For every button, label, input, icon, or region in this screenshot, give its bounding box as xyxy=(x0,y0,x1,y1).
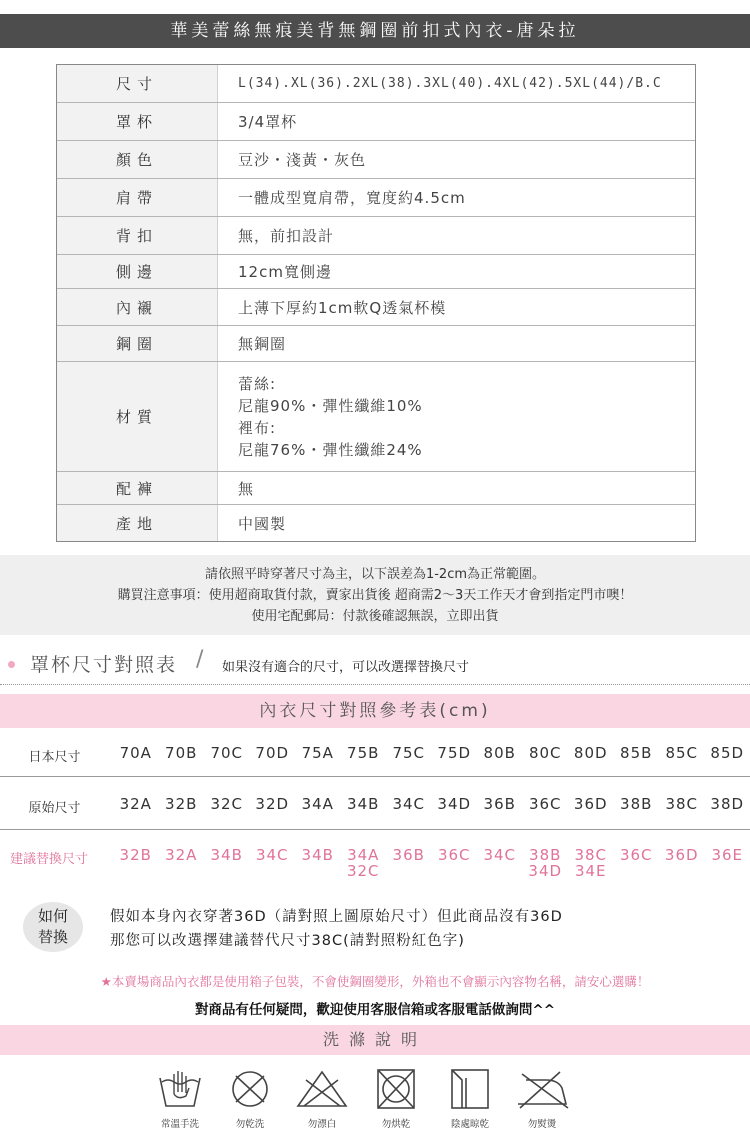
spec-label: 產地 xyxy=(57,505,217,541)
spec-label: 罩杯 xyxy=(57,103,217,140)
size-cell: 85C xyxy=(665,744,699,762)
spec-row-material xyxy=(57,362,695,472)
spec-table xyxy=(56,64,696,542)
size-row-original xyxy=(0,795,750,816)
divider xyxy=(0,829,750,830)
size-cells xyxy=(109,795,750,813)
size-cell: 70A xyxy=(119,744,152,762)
size-cell: 75B xyxy=(347,744,380,762)
badge-line: 替換 xyxy=(37,928,68,946)
size-cell: 34B xyxy=(347,795,380,813)
spec-value: 豆沙・淺黃・灰色 xyxy=(217,141,695,178)
spec-label: 顏色 xyxy=(57,141,217,178)
size-row-alternative xyxy=(0,846,750,878)
wash-caption: 常溫手洗 xyxy=(160,1119,199,1130)
spec-value: 無，前扣設計 xyxy=(217,217,695,254)
spec-row-side xyxy=(57,255,695,289)
size-cell: 80C xyxy=(528,744,562,762)
wash-item xyxy=(512,1068,572,1130)
size-cell: 32A xyxy=(165,846,198,864)
spec-value-material xyxy=(217,362,695,471)
spec-row-cup xyxy=(57,103,695,141)
wash-caption: 勿乾洗 xyxy=(235,1119,265,1130)
size-cell: 36E xyxy=(711,846,744,864)
spec-label: 背扣 xyxy=(57,217,217,254)
spec-label: 配褲 xyxy=(57,472,217,504)
size-cell: 34A xyxy=(301,795,334,813)
notice-line: 購買注意事項：使用超商取貨付款，賣家出貨後 超商需2～3天工作天才會到指定門市噢！ xyxy=(117,588,633,603)
size-cell: 38C 34E xyxy=(574,846,608,880)
wash-caption: 陰處晾乾 xyxy=(450,1119,489,1130)
spec-label: 鋼圈 xyxy=(57,326,217,361)
spec-value: 12cm寬側邊 xyxy=(217,255,695,288)
size-cell: 32C xyxy=(210,795,244,813)
row-label: 原始尺寸 xyxy=(28,801,81,816)
no-iron-icon xyxy=(512,1068,572,1110)
size-cell: 34C xyxy=(255,846,289,864)
washing-instructions-banner: 洗滌說明 xyxy=(0,1025,750,1055)
wash-item xyxy=(440,1068,500,1130)
size-cell: 36C xyxy=(528,795,562,813)
size-cell: 70B xyxy=(165,744,198,762)
spec-row-strap xyxy=(57,179,695,217)
section-divider: / xyxy=(196,647,204,672)
shade-dry-icon xyxy=(446,1068,494,1110)
size-cell: 34A 32C xyxy=(346,846,380,880)
spec-row-color xyxy=(57,141,695,179)
spec-value: 無 xyxy=(217,472,695,504)
spec-value: 一體成型寬肩帶，寬度約4.5cm xyxy=(217,179,695,216)
divider xyxy=(0,776,750,777)
spec-label: 材質 xyxy=(57,362,217,471)
size-cell: 75A xyxy=(301,744,334,762)
size-cell: 38C xyxy=(665,795,699,813)
hand-wash-icon xyxy=(156,1068,204,1110)
spec-value: 3/4罩杯 xyxy=(217,103,695,140)
packaging-warning: ★本賣場商品內衣都是使用箱子包裝，不會使鋼圈變形，外箱也不會顯示內容物名稱，請安心選購！ xyxy=(100,974,650,989)
spec-row-pants xyxy=(57,472,695,505)
no-bleach-icon xyxy=(294,1068,350,1110)
size-cell: 38B 34D xyxy=(528,846,563,880)
size-cell: 36C xyxy=(437,846,471,864)
material-line: 尼龍90%・彈性纖維10% xyxy=(238,396,423,415)
no-machine-dry-icon xyxy=(372,1068,420,1110)
spec-value: 中國製 xyxy=(217,505,695,541)
spec-label: 肩帶 xyxy=(57,179,217,216)
spec-row-wire xyxy=(57,326,695,362)
bullet-dot-icon xyxy=(8,661,15,668)
example-line: 假如本身內衣穿著36D（請對照上圖原始尺寸）但此商品沒有36D xyxy=(110,909,563,925)
size-cell: 70D xyxy=(255,744,290,762)
size-row-japan xyxy=(0,744,750,765)
how-to-replace-badge xyxy=(23,902,83,952)
spec-label: 側邊 xyxy=(57,255,217,288)
wash-icons-row xyxy=(150,1068,590,1143)
wash-item xyxy=(150,1068,210,1130)
spec-label: 尺寸 xyxy=(57,65,217,102)
spec-value: L(34).XL(36).2XL(38).3XL(40).4XL(42).5XL(44)/B.C xyxy=(217,65,695,102)
row-label: 建議替換尺寸 xyxy=(10,852,89,867)
contact-note: 對商品有任何疑問，歡迎使用客服信箱或客服電話做詢問^^ xyxy=(194,1002,556,1018)
wash-caption: 勿漂白 xyxy=(307,1119,337,1130)
size-cells xyxy=(109,744,750,762)
size-cell: 32B xyxy=(119,846,152,864)
wash-item xyxy=(366,1068,426,1130)
material-line: 尼龍76%・彈性纖維24% xyxy=(238,440,423,459)
spec-value: 上薄下厚約1cm軟Q透氣杯模 xyxy=(217,289,695,325)
size-cell: 34C xyxy=(392,795,426,813)
size-cell: 32D xyxy=(255,795,290,813)
size-cell: 75C xyxy=(392,744,426,762)
size-cell: 80B xyxy=(483,744,516,762)
size-cell: 36B xyxy=(392,846,425,864)
size-cell: 38D xyxy=(710,795,745,813)
replace-example-text xyxy=(110,905,563,953)
section-title: 罩杯尺寸對照表 xyxy=(30,654,178,676)
wash-caption: 勿烘乾 xyxy=(381,1119,411,1130)
badge-line: 如何 xyxy=(37,907,68,925)
size-cell: 32B xyxy=(165,795,198,813)
size-cell: 36B xyxy=(483,795,516,813)
size-cell: 36D xyxy=(573,795,608,813)
section-subtitle: 如果沒有適合的尺寸，可以改選擇替換尺寸 xyxy=(222,660,470,675)
size-cell: 34C xyxy=(483,846,517,864)
size-cell: 34B xyxy=(301,846,334,864)
spec-label: 內襯 xyxy=(57,289,217,325)
notice-line: 使用宅配郵局：付款後確認無誤，立即出貨 xyxy=(251,609,499,624)
size-cell: 36C xyxy=(619,846,653,864)
spec-value: 無鋼圈 xyxy=(217,326,695,361)
size-chart-banner: 內衣尺寸對照參考表(cm) xyxy=(0,694,750,728)
example-line: 那您可以改選擇建議替代尺寸38C(請對照粉紅色字) xyxy=(110,933,465,949)
spec-row-clasp xyxy=(57,217,695,255)
size-cell: 75D xyxy=(437,744,472,762)
spec-row-origin xyxy=(57,505,695,541)
no-tumble-dry-icon xyxy=(226,1068,274,1110)
spec-row-size xyxy=(57,65,695,103)
size-cell: 85B xyxy=(620,744,653,762)
size-cell: 32A xyxy=(119,795,152,813)
size-cell: 36D xyxy=(664,846,699,864)
size-cell: 34D xyxy=(437,795,472,813)
cup-size-section-header xyxy=(0,648,750,685)
wash-caption: 勿熨燙 xyxy=(527,1119,557,1130)
wash-item xyxy=(220,1068,280,1130)
purchase-notice xyxy=(0,555,750,635)
notice-line: 請依照平時穿著尺寸為主，以下誤差為1-2cm為正常範圍。 xyxy=(204,567,546,582)
page-title: 華美蕾絲無痕美背無鋼圈前扣式內衣-唐朵拉 xyxy=(0,14,750,48)
row-label: 日本尺寸 xyxy=(28,750,81,765)
size-cell: 70C xyxy=(210,744,244,762)
size-cell: 38B xyxy=(620,795,653,813)
size-cell: 85D xyxy=(710,744,745,762)
size-cells xyxy=(109,846,750,878)
size-cell: 80D xyxy=(573,744,608,762)
material-line: 裡布: xyxy=(238,418,277,437)
material-line: 蕾絲: xyxy=(238,374,277,393)
size-cell: 34B xyxy=(210,846,243,864)
spec-row-lining xyxy=(57,289,695,326)
wash-item xyxy=(292,1068,352,1130)
